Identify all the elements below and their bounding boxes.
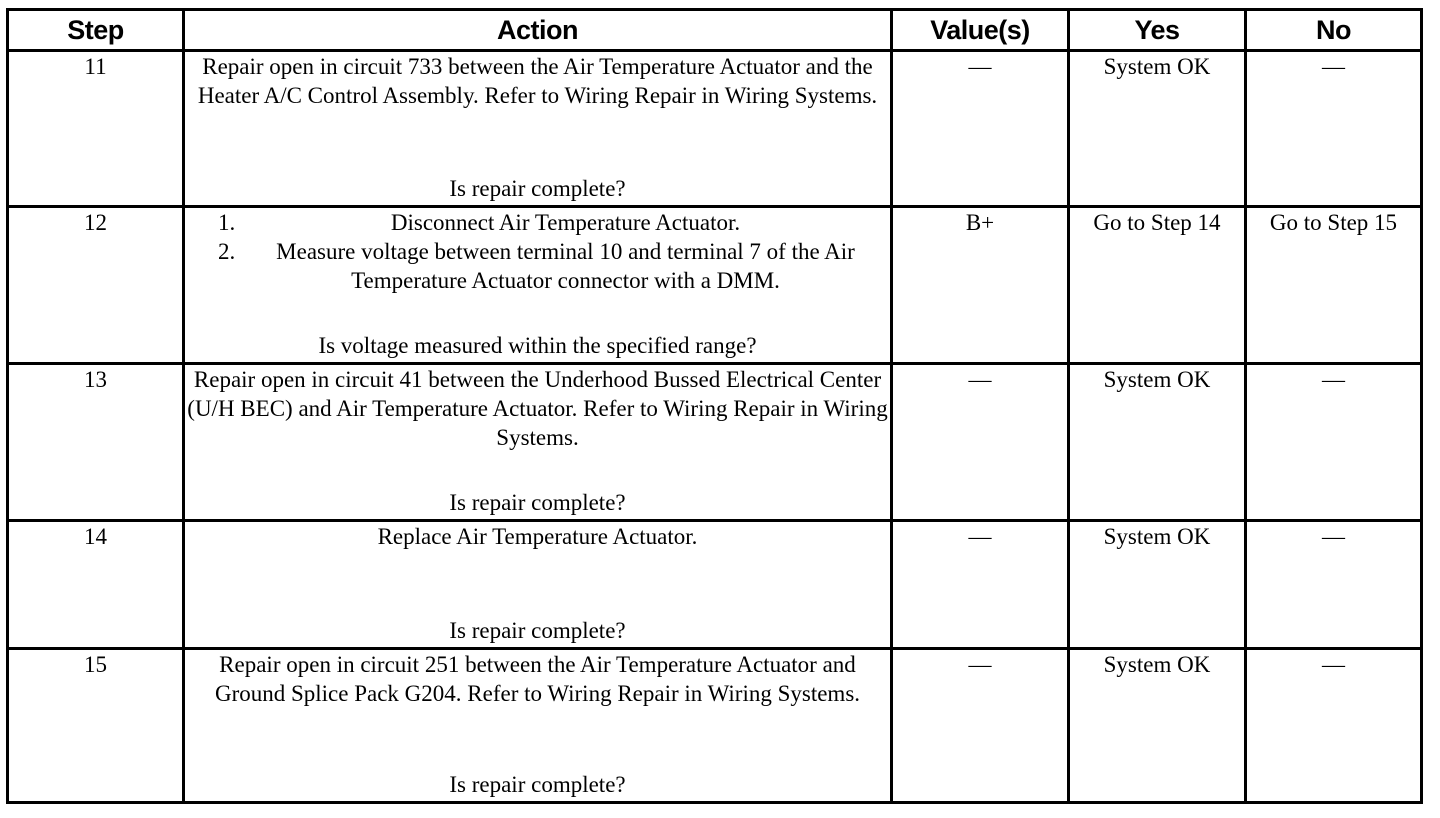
action-cell [184, 207, 892, 364]
value-cell: — [892, 51, 1069, 207]
value-cell: B+ [892, 207, 1069, 364]
table-row-step-15 [8, 649, 1422, 803]
action-text: Repair open in circuit 251 between the Air Temperature Actuator and Ground Splice Pack G204. Refer to Wiring Repair in Wiring Systems. [214, 652, 861, 706]
yes-cell: Go to Step 14 [1069, 207, 1246, 364]
action-question: Is repair complete? [449, 176, 626, 201]
table-header-row [8, 10, 1422, 51]
header-values: Value(s) [892, 10, 1069, 51]
step-number: 15 [8, 649, 184, 803]
no-cell: — [1246, 364, 1422, 521]
action-steps [185, 208, 890, 331]
action-step-item: 1. Disconnect Air Temperature Actuator. [241, 208, 890, 237]
value-cell: — [892, 364, 1069, 521]
action-cell [184, 649, 892, 803]
yes-cell: System OK [1069, 521, 1246, 649]
no-cell: Go to Step 15 [1246, 207, 1422, 364]
header-step: Step [8, 10, 184, 51]
header-no: No [1246, 10, 1422, 51]
no-cell: — [1246, 521, 1422, 649]
action-cell [184, 521, 892, 649]
step-number: 13 [8, 364, 184, 521]
action-cell [184, 364, 892, 521]
action-text: Repair open in circuit 41 between the Underhood Bussed Electrical Center (U/H BEC) and Air Temperature Actuator. Refer to Wiring Repair in Wiring Systems. [187, 367, 888, 450]
step-number: 12 [8, 207, 184, 364]
diagnostic-table-page [6, 8, 1420, 804]
action-step-item: 2. Measure voltage between terminal 10 and terminal 7 of the Air Temperature Actuator connector with a DMM. [241, 237, 890, 295]
action-step-list [185, 208, 890, 295]
header-yes: Yes [1069, 10, 1246, 51]
table-row-step-12 [8, 207, 1422, 364]
value-cell: — [892, 521, 1069, 649]
no-cell: — [1246, 649, 1422, 803]
action-question: Is repair complete? [449, 490, 626, 515]
action-question: Is repair complete? [449, 772, 626, 797]
action-question: Is voltage measured within the specified range? [318, 333, 757, 358]
yes-cell: System OK [1069, 51, 1246, 207]
table-row-step-11 [8, 51, 1422, 207]
yes-cell: System OK [1069, 649, 1246, 803]
action-text: Repair open in circuit 733 between the Air Temperature Actuator and the Heater A/C Control Assembly. Refer to Wiring Repair in Wiring Systems. [197, 54, 878, 108]
step-number: 11 [8, 51, 184, 207]
action-cell [184, 51, 892, 207]
value-cell: — [892, 649, 1069, 803]
diagnostic-table [6, 8, 1423, 804]
action-question: Is repair complete? [449, 618, 626, 643]
table-row-step-13 [8, 364, 1422, 521]
yes-cell: System OK [1069, 364, 1246, 521]
action-text: Replace Air Temperature Actuator. [377, 524, 698, 549]
no-cell: — [1246, 51, 1422, 207]
step-number: 14 [8, 521, 184, 649]
table-row-step-14 [8, 521, 1422, 649]
header-action: Action [184, 10, 892, 51]
